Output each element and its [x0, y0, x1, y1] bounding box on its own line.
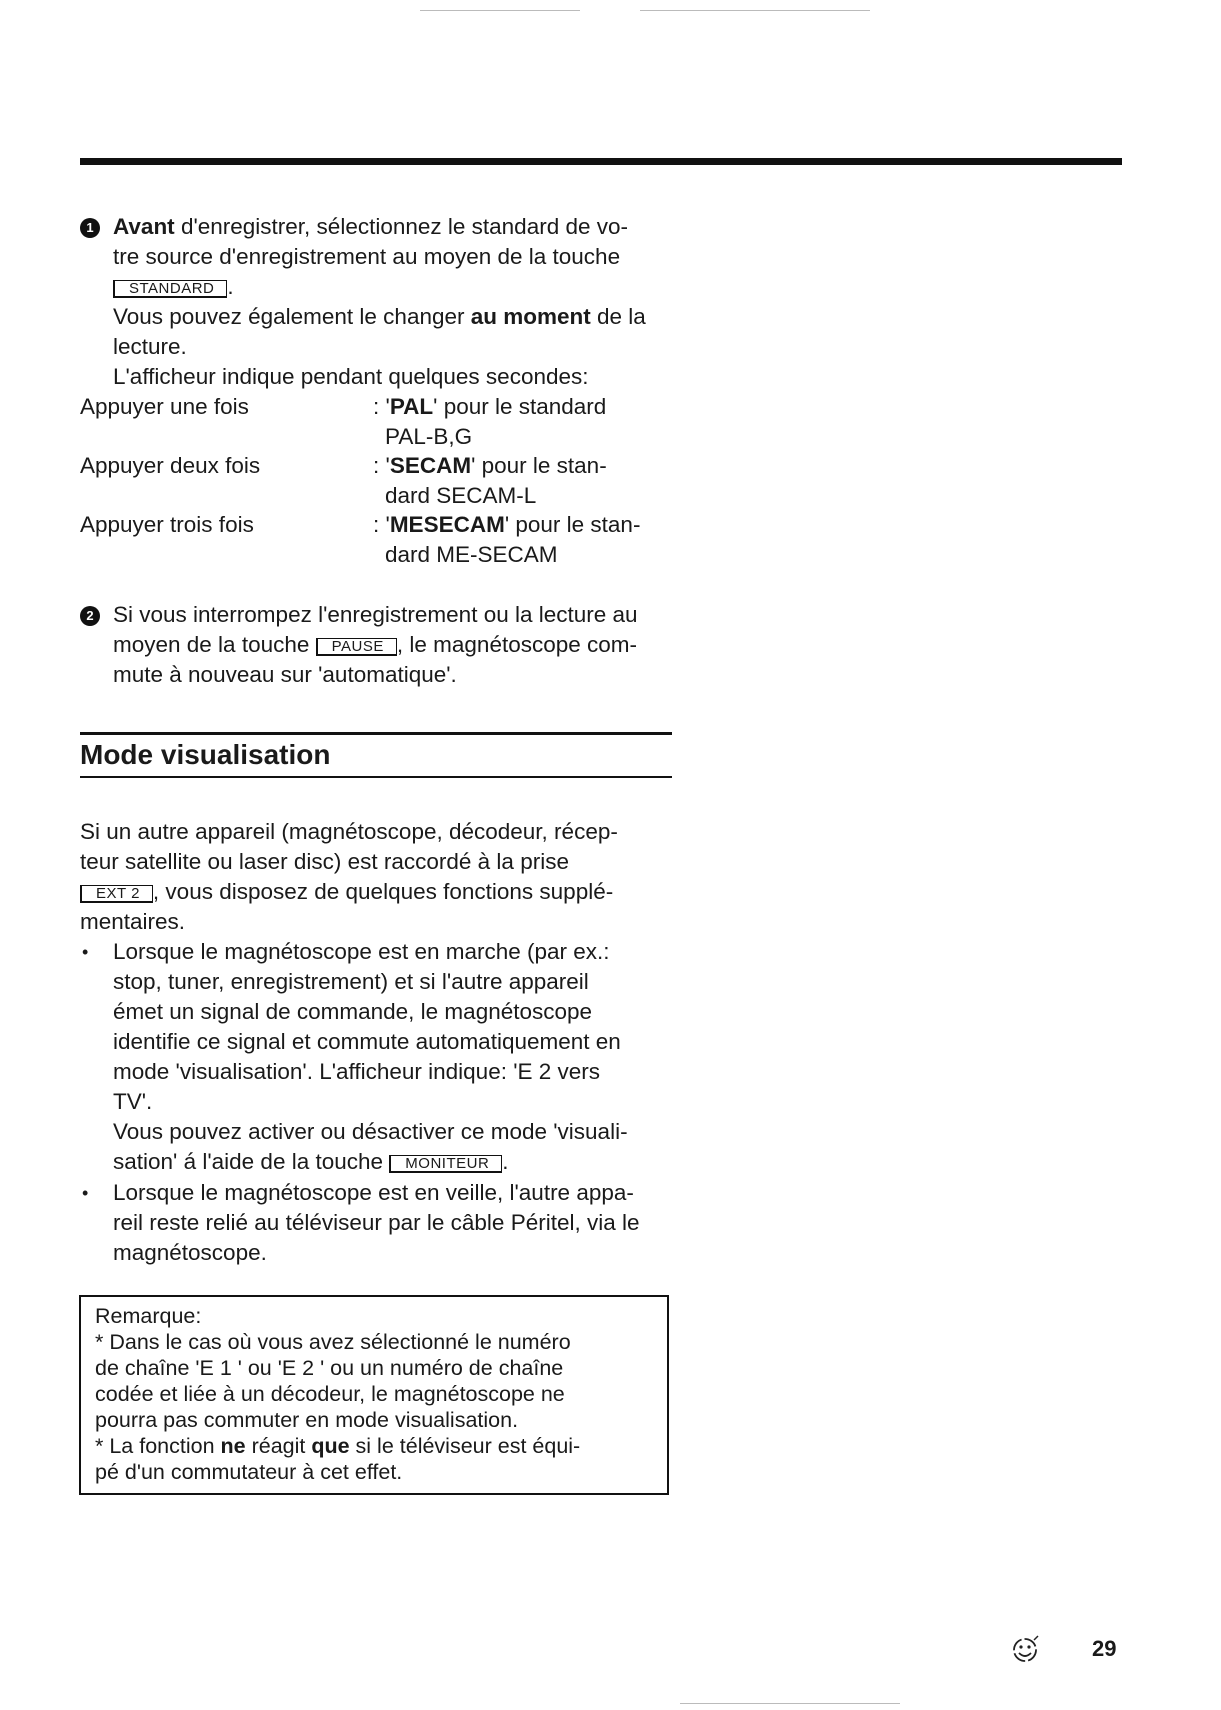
- top-rule: [80, 158, 1122, 165]
- pause-key: PAUSE: [316, 638, 397, 656]
- step-2-marker: 2: [80, 606, 100, 626]
- step-2-text: Si vous interrompez l'enregistrement ou la lecture au moyen de la touche PAUSE , le magnétoscope com- mute à nouveau sur 'automatique'.: [113, 602, 638, 687]
- page-number: 29: [1092, 1636, 1117, 1661]
- note-box: Remarque: * Dans le cas où vous avez sélectionné le numéro de chaîne 'E 1 ' ou 'E 2 ' ou un numéro de chaîne codée et liée à un décodeur, le magnétoscope ne pourra pas commuter en mode visualisation. * La fonction ne réagit que si le téléviseur est équi- pé d'un commutateur à cet effet.: [79, 1295, 669, 1495]
- note-title: Remarque:: [95, 1304, 202, 1328]
- ext2-key: EXT 2: [80, 885, 153, 903]
- section-rule-bottom: [80, 776, 672, 778]
- bullet-2-text: Lorsque le magnétoscope est en veille, l'autre appa- reil reste relié au téléviseur par le câble Péritel, via le magnétoscope.: [113, 1180, 640, 1265]
- bullet-marker: •: [82, 942, 89, 962]
- step-1-text: Avant d'enregistrer, sélectionnez le standard de vo- tre source d'enregistrement au moyen de la touche STANDARD . Vous pouvez également le changer au moment de la lecture. L'afficheur indique pendant quelques secondes:: [113, 214, 646, 389]
- standard-key: STANDARD: [113, 280, 227, 298]
- section-intro: Si un autre appareil (magnétoscope, décodeur, récep- teur satellite ou laser disc) est raccordé à la prise EXT 2 , vous disposez de quelques fonctions supplé- mentaires.: [80, 819, 618, 934]
- scan-speck: [420, 10, 580, 11]
- scan-speck: [680, 1703, 900, 1704]
- bullet-1-text: Lorsque le magnétoscope est en marche (par ex.: stop, tuner, enregistrement) et si l'autre appareil émet un signal de commande, le magnétoscope identifie ce signal et commute automatiquement en mode 'visualisation'. L'afficheur indique: 'E 2 vers TV'. Vous pouvez activer ou désactiver ce mode 'visuali- sation' á l'aide de la touche MONITEUR .: [113, 939, 628, 1174]
- bullet-marker: •: [82, 1183, 89, 1203]
- step-1-marker: 1: [80, 218, 100, 238]
- step-1-bold: Avant: [113, 214, 175, 239]
- moniteur-key: MONITEUR: [389, 1155, 502, 1173]
- scan-speck: [640, 10, 870, 11]
- section-rule-top: [80, 732, 672, 735]
- smiley-icon: [1008, 1632, 1042, 1666]
- section-title: Mode visualisation: [80, 739, 331, 770]
